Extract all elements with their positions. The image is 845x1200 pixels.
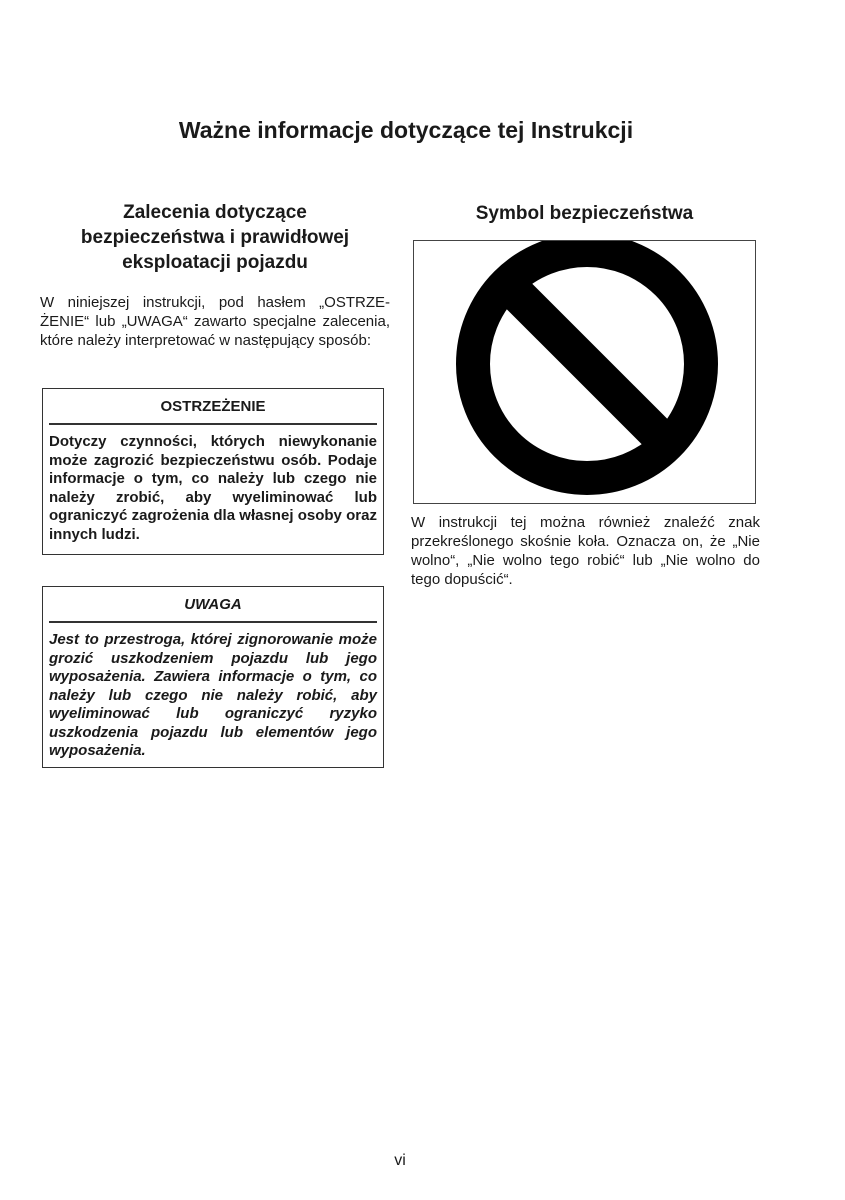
safety-recommendations-heading [40, 200, 390, 275]
prohibition-sign-icon [414, 241, 755, 503]
warning-title: OSTRZEŻENIE [49, 389, 377, 425]
caution-title: UWAGA [49, 587, 377, 623]
heading-line: bezpieczeństwa i prawidłowej [80, 227, 350, 248]
heading-line: Zalecenia dotyczące [123, 202, 307, 223]
left-column [40, 200, 390, 350]
symbol-description: W instrukcji tej można również znaleźć znak przekreślonego skośnie koła. Oznacza on, że „Nie wolno“, „Nie wolno tego robić“ lub „Nie wolno do tego dopuścić“. [411, 514, 760, 588]
page-title: Ważne informacje dotyczące tej Instrukcji [178, 117, 634, 143]
safety-symbol-heading: Symbol bezpieczeństwa [475, 203, 694, 224]
caution-body: Jest to przestroga, której zignorowanie może grozić uszkodzeniem pojazdu lub jego wyposażenia. Zawiera informacje o tym, co należy lub czego nie należy robić, aby wyeliminować lub ograniczyć ryzyko uszkodzenia pojazdu lub elementów jego wyposażenia. [49, 631, 377, 759]
symbol-frame [413, 240, 756, 504]
intro-paragraph: W niniejszej instrukcji, pod hasłem „OSTRZE-ŻENIE“ lub „UWAGA“ zawarto specjalne zalecenia, które należy interpretować w następujący sposób: [40, 294, 390, 349]
warning-body: Dotyczy czynności, których niewykonanie może zagrozić bezpieczeństwu osób. Podaje informacje o tym, co należy lub czego nie należy zrobić, aby wyeliminować lub ograniczyć zagrożenia dla własnej osoby oraz innych ludzi. [49, 433, 377, 543]
warning-box [42, 388, 384, 555]
heading-line: eksploatacji pojazdu [122, 252, 308, 273]
page-number: vi [394, 1152, 406, 1169]
caution-box [42, 586, 384, 768]
